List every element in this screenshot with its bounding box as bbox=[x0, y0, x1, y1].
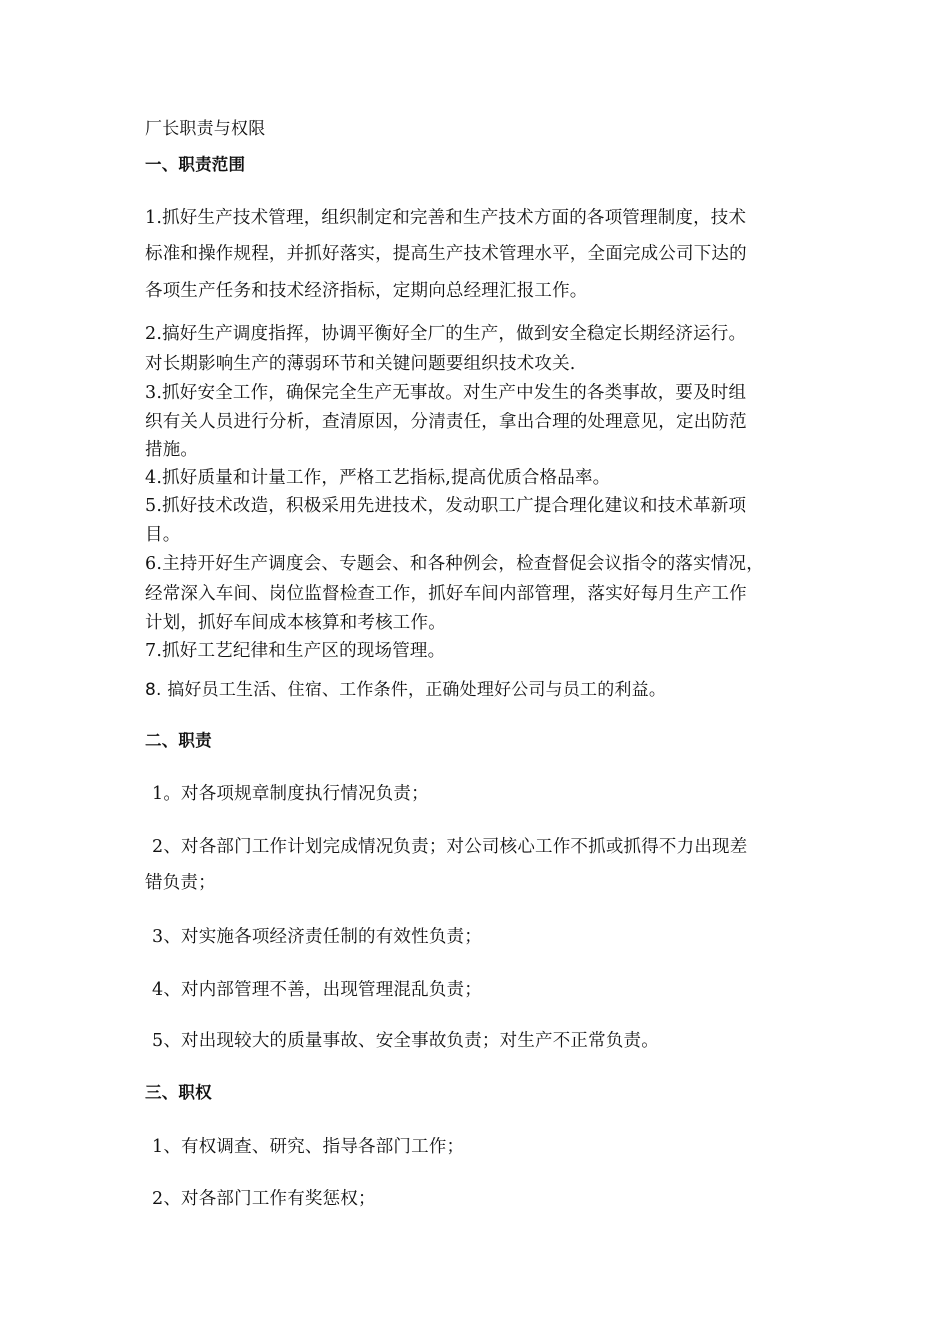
duty-item-5: 5、对出现较大的质量事故、安全事故负责；对生产不正常负责。 bbox=[152, 1031, 659, 1051]
scope-item-1-line-2: 标准和操作规程，并抓好落实，提高生产技术管理水平，全面完成公司下达的 bbox=[145, 244, 747, 264]
authority-item-1: 1、有权调查、研究、指导各部门工作； bbox=[152, 1137, 465, 1157]
scope-item-5-line-1: 5.抓好技术改造，积极采用先进技术，发动职工广提合理化建议和技术革新项 bbox=[145, 496, 747, 516]
scope-item-5-line-2: 目。 bbox=[145, 525, 181, 545]
scope-item-4: 4.抓好质量和计量工作，严格工艺指标,提高优质合格品率。 bbox=[145, 468, 611, 488]
scope-item-8: 8. 搞好员工生活、住宿、工作条件，正确处理好公司与员工的利益。 bbox=[145, 680, 667, 700]
duty-item-2-line-1: 2、对各部门工作计划完成情况负责；对公司核心工作不抓或抓得不力出现差 bbox=[152, 837, 748, 857]
scope-item-2-line-1: 2.搞好生产调度指挥，协调平衡好全厂的生产，做到安全稳定长期经济运行。 bbox=[145, 324, 747, 344]
scope-item-3-line-3: 措施。 bbox=[145, 440, 199, 460]
scope-item-6-line-2: 经常深入车间、岗位监督检查工作，抓好车间内部管理，落实好每月生产工作 bbox=[145, 584, 747, 604]
scope-item-7: 7.抓好工艺纪律和生产区的现场管理。 bbox=[145, 641, 446, 661]
scope-item-3-line-1: 3.抓好安全工作，确保完全生产无事故。对生产中发生的各类事故，要及时组 bbox=[145, 383, 747, 403]
duty-item-1: 1。对各项规章制度执行情况负责； bbox=[152, 784, 429, 804]
scope-item-6-line-3: 计划，抓好车间成本核算和考核工作。 bbox=[145, 613, 446, 633]
scope-item-1-line-3: 各项生产任务和技术经济指标，定期向总经理汇报工作。 bbox=[145, 281, 588, 301]
scope-item-1-line-1: 1.抓好生产技术管理，组织制定和完善和生产技术方面的各项管理制度，技术 bbox=[145, 208, 747, 228]
scope-item-3-line-2: 织有关人员进行分析，查清原因，分清责任，拿出合理的处理意见，定出防范 bbox=[145, 412, 747, 432]
section-heading-authority: 三、职权 bbox=[145, 1083, 212, 1102]
duty-item-2-line-2: 错负责； bbox=[145, 873, 216, 893]
scope-item-6-line-1: 6.主持开好生产调度会、专题会、和各种例会，检查督促会议指令的落实情况， bbox=[145, 554, 764, 574]
scope-item-2-line-2: 对长期影响生产的薄弱环节和关键问题要组织技术攻关. bbox=[145, 354, 576, 374]
duty-item-3: 3、对实施各项经济责任制的有效性负责； bbox=[152, 927, 482, 947]
authority-item-2: 2、对各部门工作有奖惩权； bbox=[152, 1189, 376, 1209]
duty-item-4: 4、对内部管理不善，出现管理混乱负责； bbox=[152, 980, 482, 1000]
document-title: 厂长职责与权限 bbox=[145, 119, 266, 139]
section-heading-scope: 一、职责范围 bbox=[145, 155, 246, 174]
section-heading-duties: 二、职责 bbox=[145, 731, 212, 750]
